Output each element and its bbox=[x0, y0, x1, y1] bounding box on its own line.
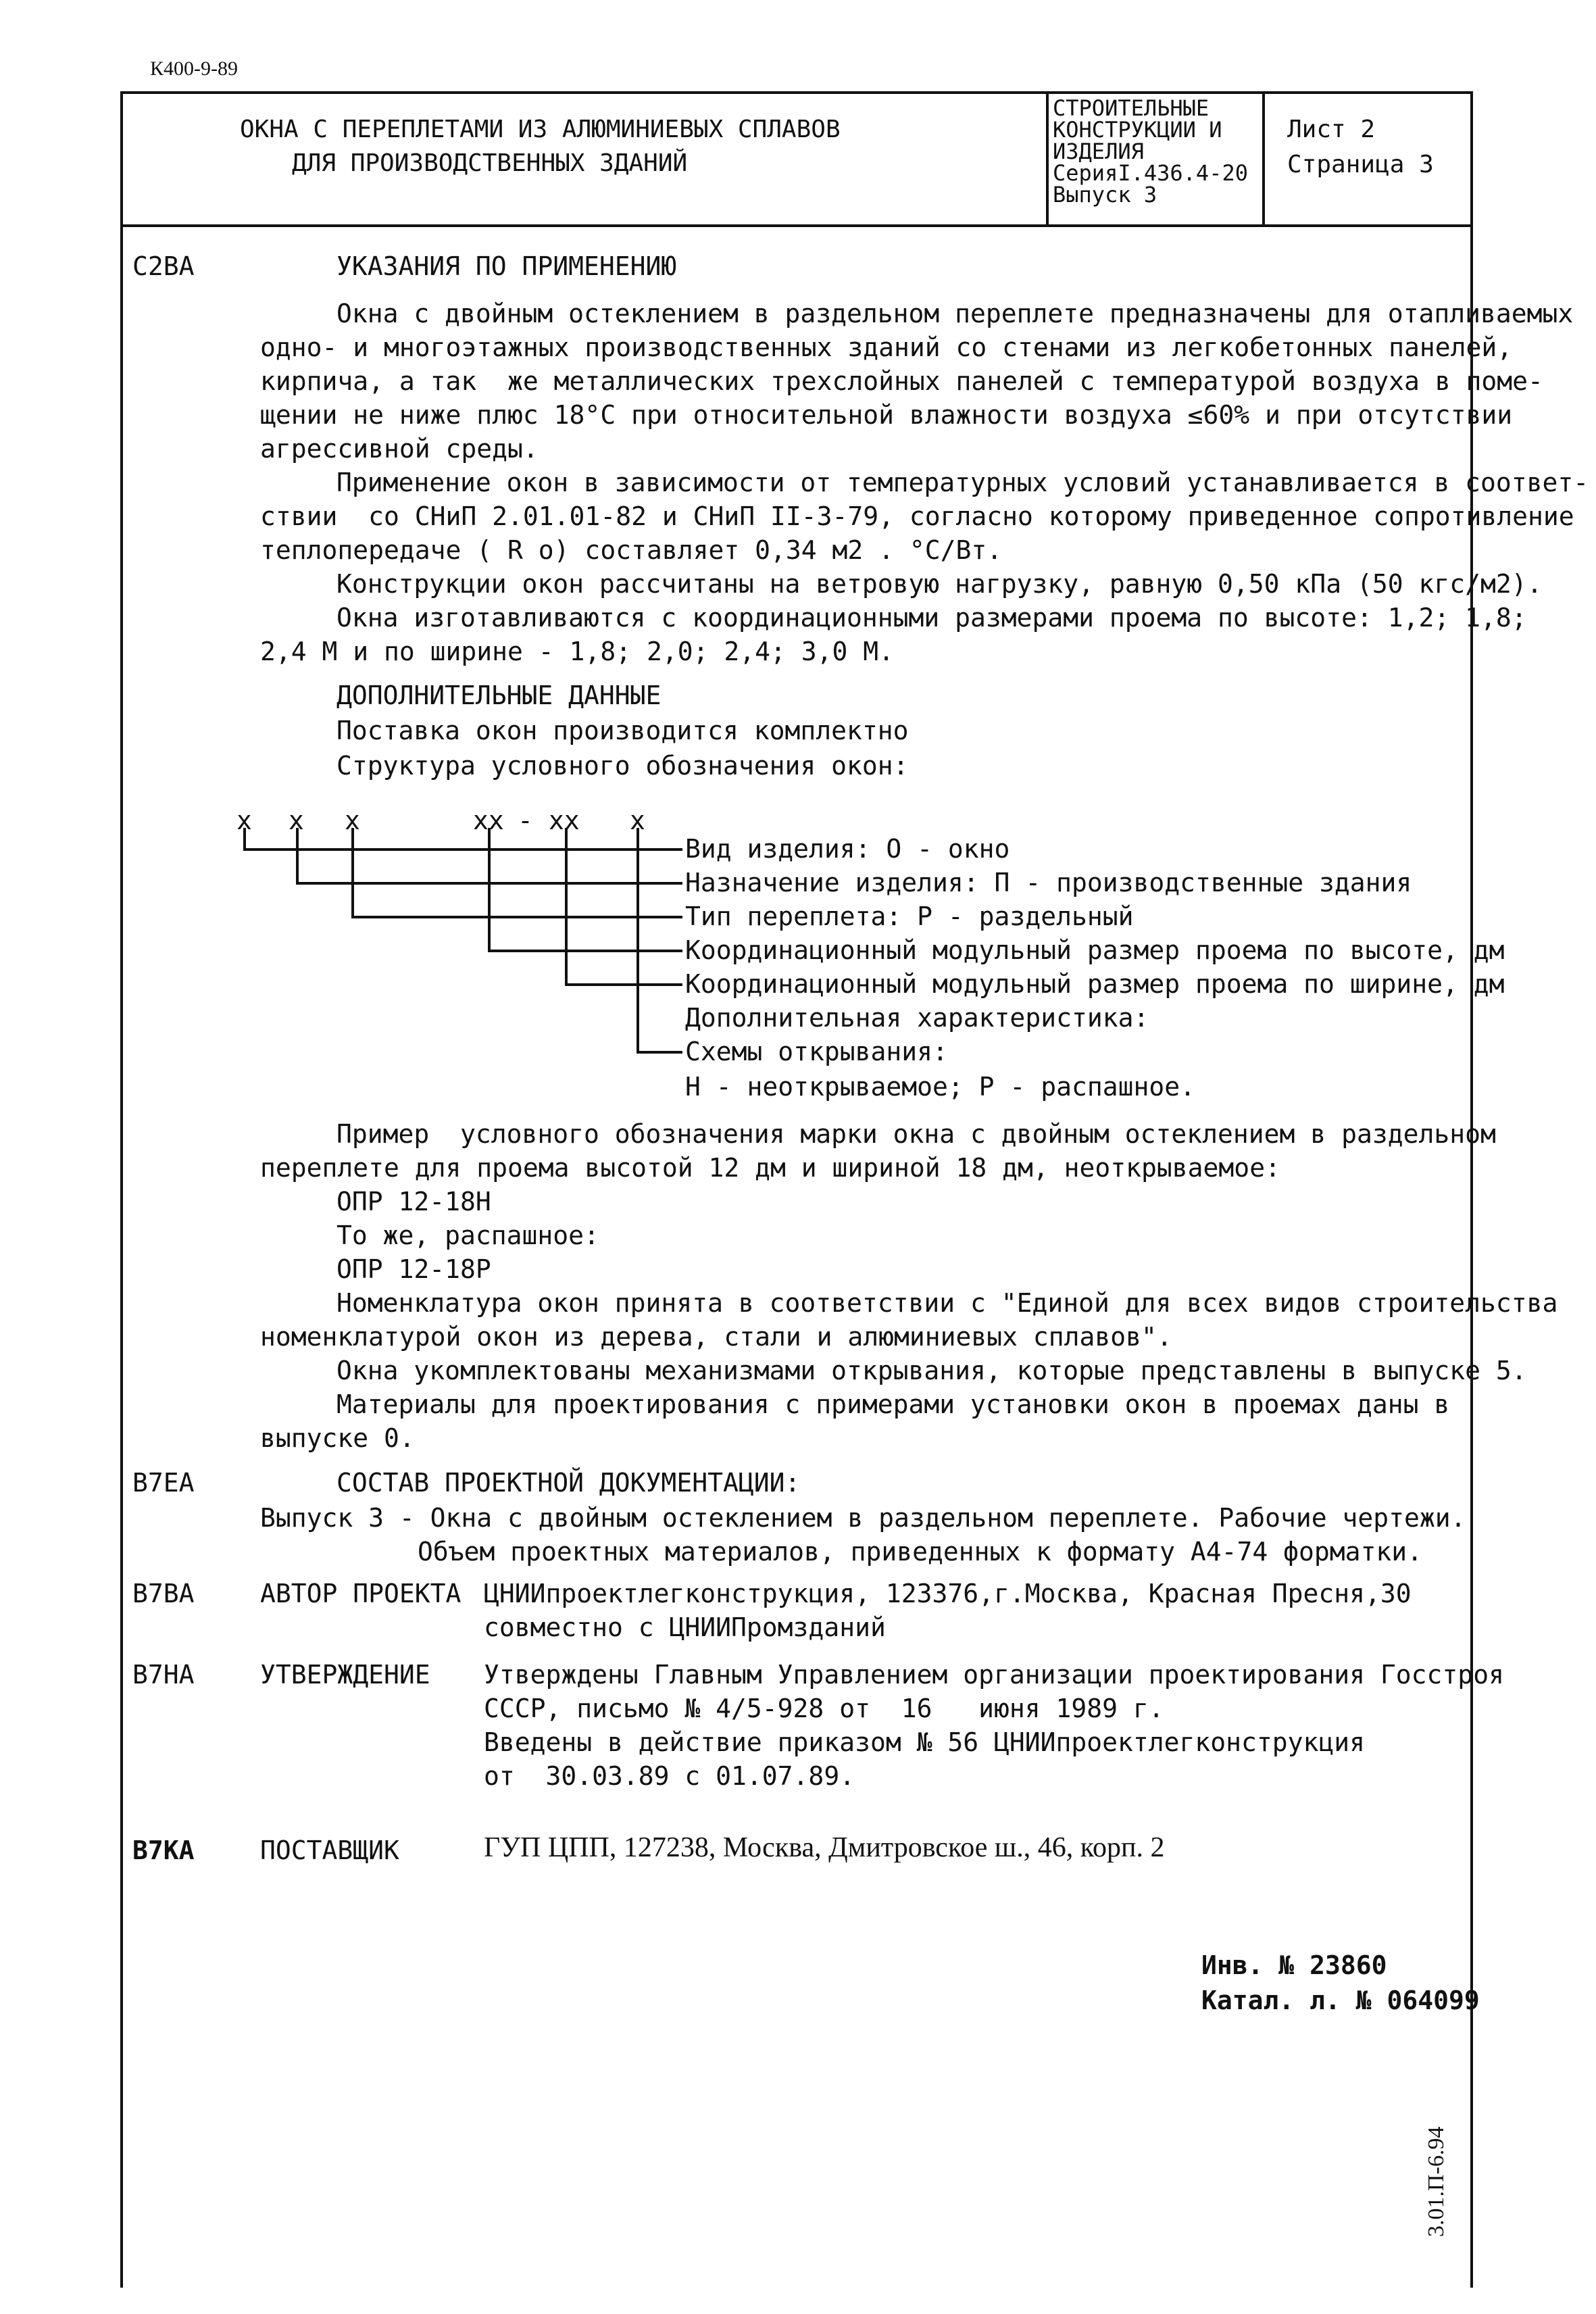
sheet-number: Лист 2 bbox=[1287, 116, 1376, 143]
same-text: То же, распашное: bbox=[336, 1221, 599, 1250]
side-code: 3.01.П-6.94 bbox=[1424, 2126, 1449, 2237]
scheme-line-6 bbox=[638, 828, 682, 1052]
p4-line1: Окна изготавливаются с координационными размерами проема по высоте: 1,2; 1,8; bbox=[336, 603, 1527, 633]
p1-line1: Окна с двойным остеклением в раздельном переплете предназначены для отапливаемых bbox=[336, 299, 1574, 328]
section-code-b7ha: В7НА bbox=[132, 1660, 195, 1690]
approval-line2: СССР, письмо № 4/5-928 от 16 июня 1989 г. bbox=[484, 1694, 1164, 1723]
scheme-label-1: Вид изделия: О - окно bbox=[685, 834, 1010, 864]
author-line2: совместно с ЦНИИПромзданий bbox=[484, 1613, 886, 1642]
scheme-mark-1: x bbox=[236, 806, 252, 835]
p2-line1: Применение окон в зависимости от температурных условий устанавливается в соответ- bbox=[336, 468, 1589, 497]
header-title-line1: ОКНА С ПЕРЕПЛЕТАМИ ИЗ АЛЮМИНИЕВЫХ СПЛАВОВ bbox=[240, 116, 841, 143]
nomenclature-line1: Номенклатура окон принята в соответствии с "Единой для всех видов строительства bbox=[336, 1288, 1558, 1318]
inventory-number: Инв. № 23860 bbox=[1201, 1950, 1387, 1980]
p1-line5: агрессивной среды. bbox=[260, 434, 539, 464]
mechanisms-text: Окна укомплектованы механизмами открывания, которые представлены в выпуске 5. bbox=[336, 1356, 1527, 1385]
scheme-label-4: Координационный модульный размер проема по высоте, дм bbox=[685, 935, 1505, 965]
approval-line4: от 30.03.89 с 01.07.89. bbox=[484, 1761, 855, 1791]
example-line2: переплете для проема высотой 12 дм и шириной 18 дм, неоткрываемое: bbox=[260, 1153, 1280, 1183]
scheme-mark-6: x bbox=[630, 806, 645, 835]
approval-line3: Введены в действие приказом № 56 ЦНИИпроектлегконструкция bbox=[484, 1727, 1366, 1757]
usage-title: УКАЗАНИЯ ПО ПРИМЕНЕНИЮ bbox=[336, 251, 677, 281]
section-code-b7ba: В7ВА bbox=[132, 1579, 195, 1608]
nomenclature-line2: номенклатурой окон из дерева, стали и алюминиевых сплавов". bbox=[260, 1322, 1172, 1352]
scheme-label-7: Схемы открывания: bbox=[685, 1037, 948, 1066]
scheme-label-2: Назначение изделия: П - производственные здания bbox=[685, 868, 1412, 897]
author-line1: ЦНИИпроектлегконструкция, 123376,г.Москва, Красная Пресня,30 bbox=[484, 1579, 1412, 1608]
scheme-label-6: Дополнительная характеристика: bbox=[685, 1003, 1149, 1033]
series-line1: СТРОИТЕЛЬНЫЕ bbox=[1053, 95, 1210, 121]
scheme-label-8: Н - неоткрываемое; Р - распашное. bbox=[685, 1072, 1195, 1102]
section-code-b7ka: В7КА bbox=[132, 1836, 195, 1865]
extra-title: ДОПОЛНИТЕЛЬНЫЕ ДАННЫЕ bbox=[336, 681, 662, 710]
scheme-line-3 bbox=[353, 828, 682, 917]
supplier-label: ПОСТАВЩИК bbox=[260, 1836, 399, 1865]
catalog-number: Катал. л. № 064099 bbox=[1201, 1986, 1480, 2015]
example-line1: Пример условного обозначения марки окна с двойным остеклением в раздельном bbox=[336, 1119, 1496, 1149]
scheme-mark-dash: - bbox=[518, 806, 533, 835]
page-number: Страница 3 bbox=[1287, 151, 1434, 178]
approval-line1: Утверждены Главным Управлением организации проектирования Госстроя bbox=[484, 1660, 1504, 1690]
supplier-text: ГУП ЦПП, 127238, Москва, Дмитровское ш., 46, корп. 2 bbox=[484, 1832, 1165, 1863]
approval-label: УТВЕРЖДЕНИЕ bbox=[260, 1660, 430, 1690]
series-line3: ИЗДЕЛИЯ bbox=[1053, 139, 1144, 164]
p1-line3: кирпича, а так же металлических трехслойных панелей с температурой воздуха в поме- bbox=[260, 366, 1543, 396]
p2-line2: ствии со СНиП 2.01.01-82 и СНиП II-3-79, согласно которому приведенное сопротивление bbox=[260, 501, 1574, 531]
scheme-line-1 bbox=[245, 828, 682, 850]
scheme-mark-3: x bbox=[345, 806, 360, 835]
series-line2: КОНСТРУКЦИИ И bbox=[1053, 117, 1222, 143]
supply-text: Поставка окон производится комплектно bbox=[336, 716, 909, 745]
section-code-c2ba: С2ВА bbox=[132, 251, 195, 281]
scheme-mark-4: xx bbox=[473, 806, 504, 835]
scheme-label-5: Координационный модульный размер проема по ширине, дм bbox=[685, 969, 1505, 999]
structure-text: Структура условного обозначения окон: bbox=[336, 751, 909, 781]
document-code: К400-9-89 bbox=[150, 57, 238, 80]
p1-line4: щении не ниже плюс 18°С при относительной влажности воздуха ≤60% и при отсутствии bbox=[260, 400, 1513, 430]
scheme-line-5 bbox=[566, 828, 682, 985]
header-title-line2: ДЛЯ ПРОИЗВОДСТВЕННЫХ ЗДАНИЙ bbox=[292, 149, 688, 177]
scheme-label-3: Тип переплета: Р - раздельный bbox=[685, 902, 1134, 931]
author-label: АВТОР ПРОЕКТА bbox=[260, 1579, 462, 1608]
p1-line2: одно- и многоэтажных производственных зданий со стенами из легкобетонных панелей, bbox=[260, 333, 1513, 362]
p4-line2: 2,4 М и по ширине - 1,8; 2,0; 2,4; 3,0 М. bbox=[260, 637, 894, 666]
materials-line1: Материалы для проектирования с примерами установки окон в проемах даны в bbox=[336, 1389, 1450, 1419]
scheme-line-4 bbox=[489, 828, 682, 951]
mark-example-1: ОПР 12-18Н bbox=[336, 1187, 491, 1216]
issue-number: Выпуск 3 bbox=[1053, 182, 1157, 207]
p2-line3: теплопередаче ( R о) составляет 0,34 м2 . °С/Вт. bbox=[260, 535, 1003, 565]
mark-example-2: ОПР 12-18Р bbox=[336, 1254, 491, 1284]
docs-line1: Выпуск 3 - Окна с двойным остеклением в раздельном переплете. Рабочие чертежи. bbox=[260, 1503, 1466, 1533]
scheme-mark-5: xx bbox=[549, 806, 580, 835]
docs-line2: Объем проектных материалов, приведенных к формату А4-74 форматки. bbox=[418, 1537, 1423, 1567]
p3: Конструкции окон рассчитаны на ветровую нагрузку, равную 0,50 кПа (50 кгс/м2). bbox=[336, 569, 1543, 599]
docs-title: СОСТАВ ПРОЕКТНОЙ ДОКУМЕНТАЦИИ: bbox=[336, 1468, 801, 1498]
scheme-mark-2: x bbox=[289, 806, 304, 835]
section-code-b7ea: В7ЕА bbox=[132, 1468, 195, 1498]
materials-line2: выпуске 0. bbox=[260, 1423, 415, 1453]
series-number: СерияI.436.4-20 bbox=[1053, 160, 1248, 186]
